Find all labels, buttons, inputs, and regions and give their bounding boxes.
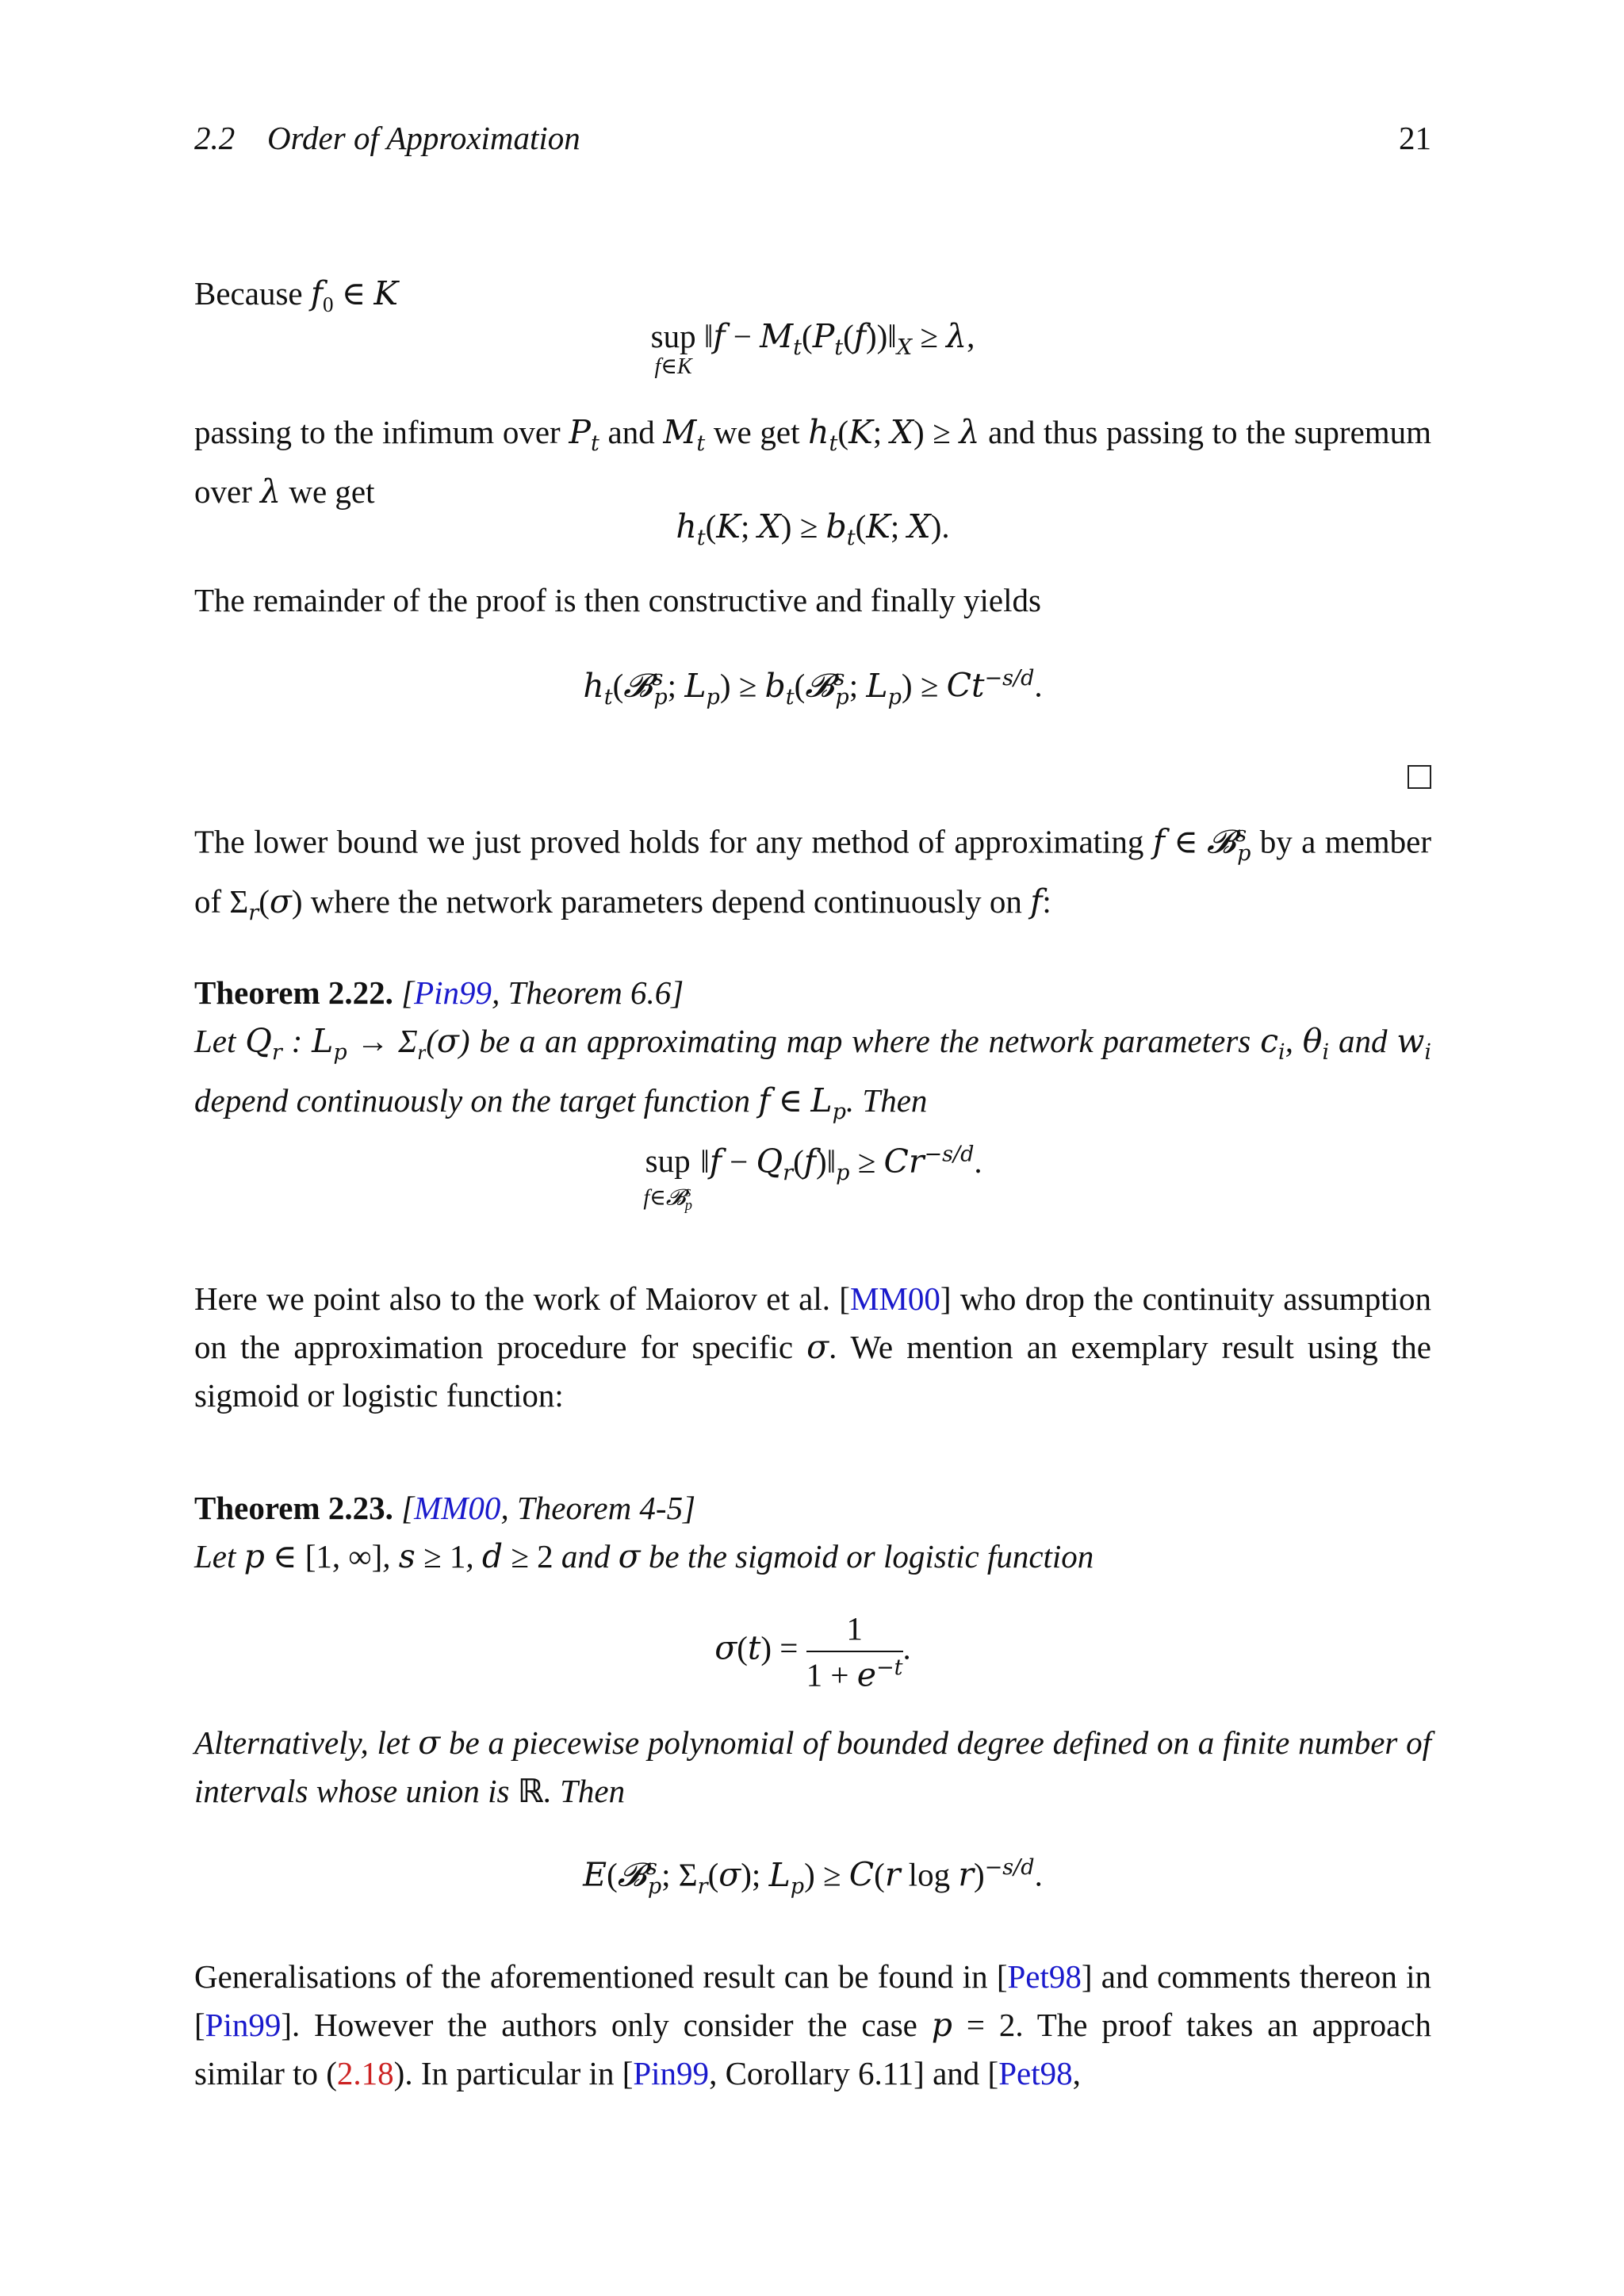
- citation-pin99[interactable]: Pin99: [414, 974, 492, 1011]
- citation-mm00-theorem[interactable]: MM00: [414, 1490, 501, 1526]
- equation-sup-mt-pt: sup f∈K ‖f − $M_t(P_t(f))‖_X \ge \lambda$,: [650, 317, 975, 379]
- section-title: Order of Approximation: [267, 120, 580, 156]
- citation-pin99-2[interactable]: Pin99: [205, 2007, 282, 2043]
- citation-pet98[interactable]: Pet98: [1007, 1958, 1082, 1995]
- qed-square: [1408, 765, 1431, 789]
- section-number: 2.2: [194, 120, 236, 156]
- theorem-2-23: Theorem 2.23. [MM00, Theorem 4-5] Let p ∈ [1, ∞], s ≥ 1, d ≥ 2 and σ be the sigmoid or logistic function: [194, 1490, 1094, 1575]
- page: [194, 0, 1431, 2296]
- page-number: 21: [1399, 120, 1431, 156]
- equation-sup-qr: sup f∈𝓑$^s_p$ ‖f − $Q_r(f)‖_p \ge Cr^{-s/d}$.: [643, 1142, 982, 1213]
- paragraph-maiorov: Here we point also to the work of Maiorov et al. [MM00] who drop the continuity assumption on the approximation procedure for specific σ. We mention an exemplary result using the sigmoid or logistic function:: [194, 1280, 1431, 1414]
- theorem-2-22: Theorem 2.22. [Pin99, Theorem 6.6] Let $Q_r$ : $L_p \to \Sigma_r(\sigma)$ be a an approximating map where the network parameters $c_i$, $\theta_i$ and $w_i$ depend continuously on the target function f ∈ $L_p$. Then: [194, 974, 1432, 1125]
- citation-pin99-3[interactable]: Pin99: [633, 2055, 710, 2091]
- equation-ht-bt-besov: $h_t(𝓑^s_p$; $L_p$) ≥ $b_t(𝓑^s_p$; $L_p) \ge Ct^{-s/d}$.: [583, 666, 1043, 710]
- equation-sigmoid: σ(t) = $\frac{1}{1 + e^{-t}}$ .: [714, 1610, 911, 1694]
- paragraph-remainder: The remainder of the proof is then constructive and finally yields: [194, 582, 1041, 618]
- equation-e-besov: E(𝓑$^s_p$; $\Sigma_r(\sigma)$; $L_p) \ge C(r$ log r)$^{-s/d}$.: [583, 1855, 1043, 1899]
- paragraph-because: Because $f_0$ ∈ K: [194, 274, 399, 317]
- paragraph-generalisations: Generalisations of the aforementioned result can be found in [Pet98] and comments thereon in [Pin99]. However the authors only consider the case p = 2. The proof takes an approach similar to (2.18). In particular in [Pin99, Corollary 6.11] and [Pet98,: [194, 1958, 1431, 2091]
- citation-pet98-2[interactable]: Pet98: [998, 2055, 1073, 2091]
- paragraph-infimum: passing to the infimum over $P_t$ and $M_t$ we get $h_t(K$; X) ≥ λ and thus passing to the supremum over λ we get: [194, 413, 1432, 511]
- paragraph-lower-bound: The lower bound we just proved holds for any method of approximating f ∈ 𝓑$^s_p$ by a member of $\Sigma_r(\sigma)$ where the network parameters depend continuously on f:: [194, 822, 1432, 926]
- equation-ht-bt: $h_t(K$; $X) \ge b_t(K$; X).: [676, 507, 950, 551]
- citation-mm00[interactable]: MM00: [849, 1280, 940, 1317]
- paragraph-alternatively: Alternatively, let σ be a piecewise polynomial of bounded degree defined on a finite number of intervals whose union is ℝ. Then: [194, 1724, 1432, 1810]
- running-header: [194, 119, 1431, 166]
- equation-ref-2-18[interactable]: 2.18: [336, 2055, 394, 2091]
